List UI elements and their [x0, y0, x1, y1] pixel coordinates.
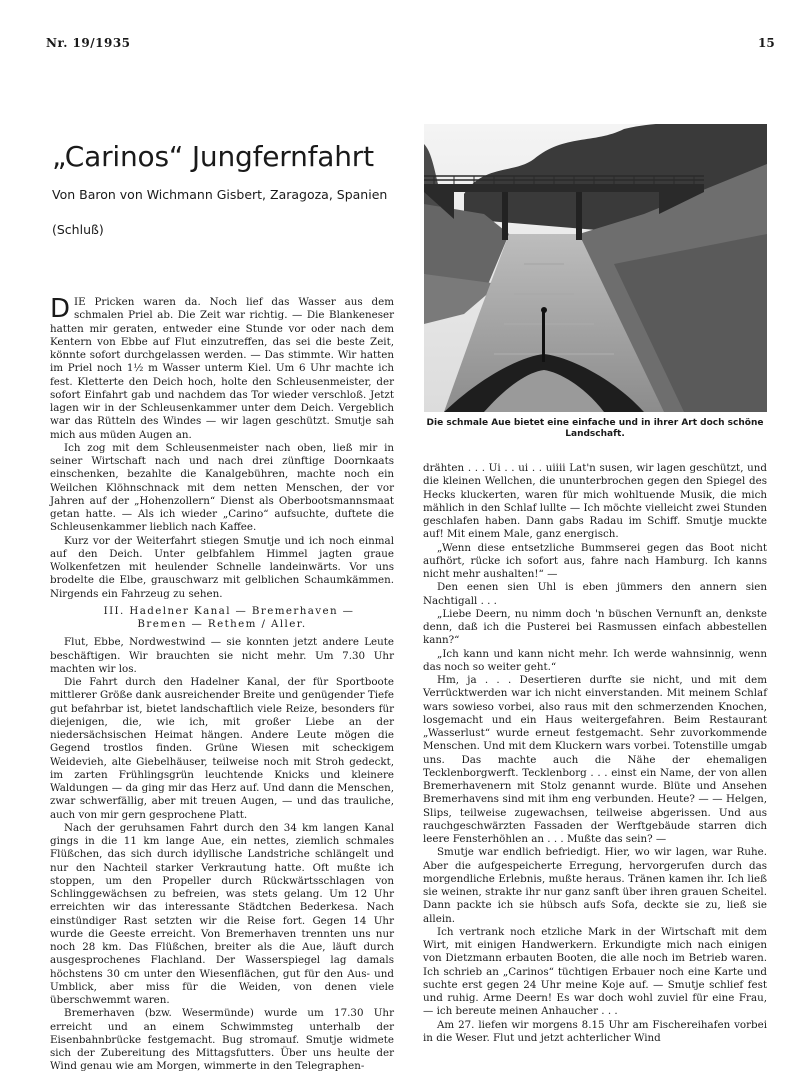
paragraph: Am 27. liefen wir morgens 8.15 Uhr am Fischereihafen vorbei in die Weser. Flut und jetzt achterlicher Wind — [423, 1018, 767, 1044]
continuation-note: (Schluß) — [52, 222, 104, 237]
paragraph: „Liebe Deern, nu nimm doch 'n büschen Vernunft an, denkste denn, daß ich die Pusterei bei Rasmussen einfach abbestellen kann?“ — [423, 607, 767, 647]
paragraph: drähten . . . Ui . . ui . . uiiii Lat'n susen, wir lagen geschützt, und die kleinen Wellchen, die ununterbrochen gegen den Spiegel des Hecks kluckerten, waren für mich wohltuende Musik, die mich mählich in den Schlaf lullte — Ich möchte vielleicht zwei Stunden geschlafen haben. Dann gabs Radau im Schiff. Smutje muckte auf! Mit einem Male, ganz energisch. — [423, 462, 767, 541]
article-byline: Von Baron von Wichmann Gisbert, Zaragoza, Spanien — [52, 187, 388, 202]
page-number: 15 — [758, 36, 775, 50]
drop-cap: D — [50, 294, 71, 324]
paragraph: Flut, Ebbe, Nordwestwind — sie konnten jetzt andere Leute beschäftigen. Wir brauchten sie nicht mehr. Um 7.30 Uhr machten wir los. — [50, 636, 394, 675]
paragraph: Die Fahrt durch den Hadelner Kanal, der für Sportboote mittlerer Größe dank ausreichender Breite und genügender Tiefe gut befahrbar ist, bietet landschaftlich viele Reize, besonders für diejenigen, die, wie ich, mit großer Liebe an der niedersächsischen Heimat hängen. Andere Leute mögen die Gegend trostlos finden. Grüne Wiesen mit scheckigem Weidevieh, alte Giebelhäuser, teilweise noch mit Stroh gedeckt, im zarten Frühlingsgrün leuchtende Knicks und kleinere Waldungen — da ging mir das Herz auf. Und dann die Menschen, zwar schwerfällig, aber mit treuen Augen, — und das trauliche, auch von mir gern gesprochene Platt. — [50, 676, 394, 821]
section-heading-line-2: Bremen — Rethem / Aller. — [137, 618, 307, 630]
paragraph: Ich vertrank noch etzliche Mark in der Wirtschaft mit dem Wirt, mit einigen Handwerkern. Erkundigte mich nach einigen von Dietzmann erbauten Booten, die alle noch im Betrieb waren. Ich schrieb an „Carinos“ tüchtigen Erbauer noch eine Karte und suchte erst gegen 24 Uhr meine Koje auf. — Smutje schlief fest und ruhig. Arme Deern! Es war doch wohl zuviel für eine Frau, — ich bereute meinen Anhaucher . . . — [423, 925, 767, 1018]
left-column — [50, 296, 394, 1074]
paragraph: Kurz vor der Weiterfahrt stiegen Smutje und ich noch einmal auf den Deich. Unter gelbfahlem Himmel jagten graue Wolkenfetzen mit heulender Schnelle landeinwärts. Vor uns brodelte die Elbe, grauschwarz mit gelblichen Schaumkämmen. Nirgends ein Fahrzeug zu sehen. — [50, 534, 394, 600]
paragraph: Hm, ja . . . Desertieren durfte sie nicht, und mit dem Verrücktwerden war ich nicht einverstanden. Mit meinem Schlaf wars sowieso vorbei, also raus mit den schmerzenden Knochen, losgemacht und ein Haus weitergefahren. Beim Restaurant „Wasserlust“ wurde erneut festgemacht. Sehr zuvorkommende Menschen. Und mit dem Kluckern wars vorbei. Totenstille umgab uns. Das machte auch die Nähe der ehemaligen Tecklenborgwerft. Tecklenborg . . . einst ein Name, der von allen Bremerhavenern mit Stolz genannt wurde. Blüte und Ansehen Bremerhavens sind mit ihm eng verbunden. Heute? — — Helgen, Slips, teilweise zugewachsen, teilweise abgerissen. Und aus rauchgeschwärzten Fassaden der Werftgebäude starren dich leere Fensterhöhlen an . . . Mußte das sein? — — [423, 674, 767, 845]
issue-number: Nr. 19/1935 — [46, 36, 131, 50]
paragraph: Ich zog mit dem Schleusenmeister nach oben, ließ mir in seiner Wirtschaft nach und nach drei zünftige Doornkaats einschenken, bezahlte die Kanalgebühren, machte noch ein Weilchen Klöhnschnack mit dem netten Menschen, der vor Jahren auf der „Hohenzollern“ Dienst als Oberbootsmannsmaat getan hatte. — Als ich wieder „Carino“ aufsuchte, duftete die Schleusenkammer lieblich nach Kaffee. — [50, 441, 394, 534]
section-heading-line-1: III. Hadelner Kanal — Bremerhaven — — [103, 604, 355, 617]
canal-photo — [424, 124, 767, 412]
paragraph: „Ich kann und kann nicht mehr. Ich werde wahnsinnig, wenn das noch so weiter geht.“ — [423, 647, 767, 673]
paragraph: Bremerhaven (bzw. Wesermünde) wurde um 17.30 Uhr erreicht und an einem Schwimmsteg unterhalb der Eisenbahnbrücke festgemacht. Bug stromauf. Smutje widmete sich der Zubereitung des Mittagsfutters. Über uns heulte der Wind genau wie am Morgen, wimmerte in den Telegraphen- — [50, 1007, 394, 1073]
canal-bridge-image — [424, 124, 767, 412]
photo-caption: Die schmale Aue bietet eine einfache und in ihrer Art doch schöne Landschaft. — [426, 418, 764, 439]
paragraph: Den eenen sien Uhl is eben jümmers den annern sien Nachtigall . . . — [423, 581, 767, 607]
right-column — [423, 462, 767, 1045]
paragraph — [50, 296, 394, 442]
section-heading — [50, 605, 394, 632]
paragraph: Smutje war endlich befriedigt. Hier, wo wir lagen, war Ruhe. Aber die aufgespeicherte Erregung, hervorgerufen durch das morgendliche Erlebnis, mußte heraus. Tränen kamen ihr. Ich ließ sie weinen, strakte ihr nur ganz sanft über ihren grauen Scheitel. Dann packte ich sie hübsch aufs Sofa, deckte sie zu, ließ sie allein. — [423, 846, 767, 925]
paragraph: „Wenn diese entsetzliche Bummserei gegen das Boot nicht aufhört, rücke ich sofort aus, fahre nach Hamburg. Ich kanns nicht mehr aushalten!“ — — [423, 541, 767, 580]
paragraph-text: IE Pricken waren da. Noch lief das Wasser aus dem schmalen Priel ab. Die Zeit war richtig. — Die Blankeneser hatten mir geraten, entweder eine Stunde vor oder nach dem Kentern von Ebbe auf Flut einzutreffen, das sei die beste Zeit, könnte sofort durchgelassen werden. — Das stimmte. Wir hatten im Priel noch 1½ m Wasser unterm Kiel. Um 6 Uhr machte ich fest. Kletterte den Deich hoch, holte den Schleusenmeister, der sofort Einfahrt gab und nachdem das Tor wieder verschloß. Jetzt lagen wir in der Schleusenkammer unter dem Deich. Vergeblich war das Rütteln des Windes — wir lagen geschützt. Smutje sah mich aus müden Augen an. — [50, 296, 394, 441]
paragraph: Nach der geruhsamen Fahrt durch den 34 km langen Kanal gings in die 11 km lange Aue, ein nettes, ziemlich schmales Flüßchen, das sich durch idyllische Landstriche schlängelt und nur den Nachteil starker Verkrautung hatte. Oft mußte ich stoppen, um den Propeller durch Rückwärtsschlagen von Schlinggewächsen zu befreien, was stets gelang. Um 12 Uhr erreichten wir das interessante Städtchen Bederkesa. Nach einstündiger Rast setzten wir die Reise fort. Gegen 14 Uhr wurde die Geeste erreicht. Von Bremerhaven trennten uns nur noch 28 km. Das Flüßchen, breiter als die Aue, läuft durch ausgesprochenes Flachland. Der Wasserspiegel lag damals höchstens 30 cm unter den Wiesenflächen, gut für den Aus- und Umblick, aber miss für die Weiden, von denen viele überschwemmt waren. — [50, 821, 394, 1006]
article-title: „Carinos“ Jungfernfahrt — [52, 140, 374, 173]
